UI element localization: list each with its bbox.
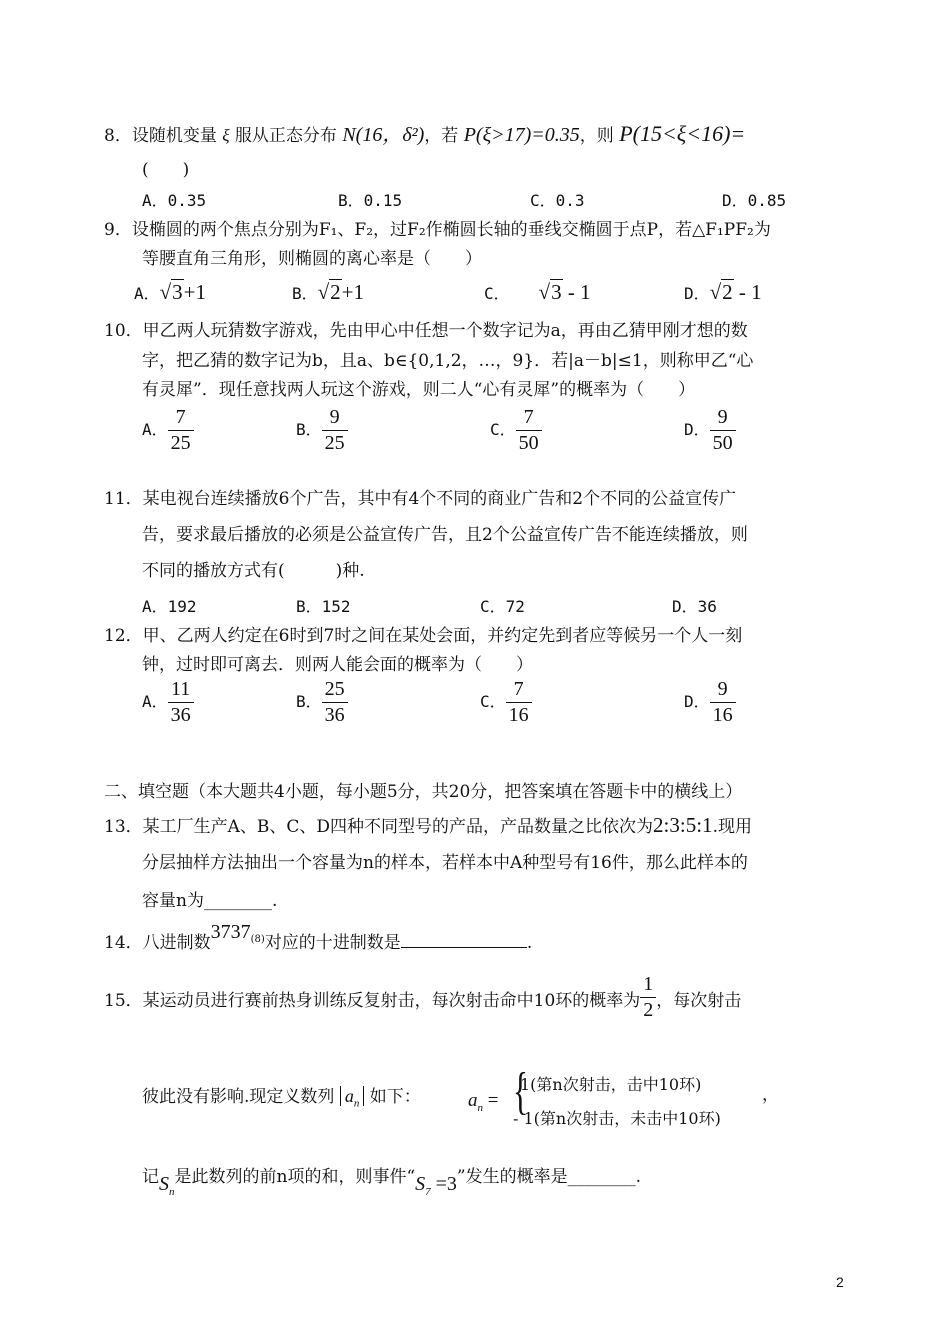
section-heading: 二、填空题（本大题共4小题，每小题5分，共20分，把答案填在答题卡中的横线上）: [104, 782, 743, 802]
q15-text: 记: [142, 1167, 159, 1187]
q15-case1: 1(第n次射击，击中10环): [520, 1075, 702, 1094]
option-label: B．: [296, 420, 322, 439]
radicand: 2: [330, 280, 341, 304]
option-label: D．: [684, 420, 710, 439]
q11-line2: 告，要求最后播放的必须是公益宣传广告，且2个公益宣传广告不能连续播放，则: [142, 525, 748, 545]
q13-line1: [104, 812, 752, 838]
option-label: D．: [684, 284, 710, 303]
q14-base: (8): [250, 934, 265, 945]
q8-text: ，则: [579, 126, 614, 146]
q15-text: ”发生的概率是________.: [456, 1167, 642, 1187]
q15-an-lhs: [468, 1090, 498, 1114]
denominator: 50: [712, 432, 733, 454]
s-symbol: S: [159, 1173, 169, 1195]
seq-subscript: n: [353, 1097, 360, 1110]
radicand: 3: [551, 280, 562, 304]
option-label: A．: [134, 284, 160, 303]
q15-text: 15．某运动员进行赛前热身训练反复射击，每次射击命中10环的概率为: [104, 991, 641, 1011]
q12-line2: 钟，过时即可离去．则两人能会面的概率为（ ）: [142, 655, 533, 675]
q15-text: ，每次射击: [656, 991, 742, 1011]
q8-option-c: C．0.3: [530, 191, 585, 210]
q15-text: 如下：: [369, 1087, 421, 1107]
piecewise-brace: {: [512, 1063, 528, 1120]
denominator: 16: [712, 704, 733, 726]
q11-option-a: A．192: [142, 597, 197, 616]
q15-text: 是此数列的前n项的和，则事件“: [174, 1167, 416, 1187]
q8-condition: P(ξ>17)=0.35: [463, 124, 580, 146]
numerator: 9: [710, 405, 736, 431]
fraction: [516, 405, 542, 456]
q8-paren: ( ): [142, 160, 190, 180]
q15-sequence: [340, 1086, 365, 1110]
q15-line3: [142, 1162, 642, 1198]
option-label: A．: [142, 420, 168, 439]
q11-option-d: D．36: [672, 597, 717, 616]
option-label: B．: [292, 284, 318, 303]
q11-line1: 11．某电视台连续播放6个广告，其中有4个不同的商业广告和2个不同的公益宣传广: [104, 489, 737, 509]
q8-option-b: B．0.15: [338, 191, 403, 210]
q14-line: [104, 921, 533, 954]
q13-line3: 容量n为________.: [142, 891, 278, 911]
option-label: A．: [142, 692, 168, 711]
q11-option-c: C．72: [480, 597, 525, 616]
option-tail: +1: [183, 280, 207, 304]
an-symbol: a: [468, 1090, 478, 1111]
denominator: 2: [643, 999, 654, 1021]
fraction: [168, 405, 194, 456]
q8-text: 8．设随机变量: [104, 126, 217, 146]
fraction: [710, 405, 736, 456]
q11-line3: 不同的播放方式有( )种.: [142, 561, 365, 581]
q12-option-a: [142, 677, 194, 728]
numerator: 9: [710, 677, 736, 703]
event-value: =3: [430, 1173, 457, 1195]
q11-option-b: B．152: [296, 597, 351, 616]
option-label: D．: [684, 692, 710, 711]
q8-distribution: N(16，δ²): [342, 124, 425, 146]
q13-text: 13．某工厂生产A、B、C、D四种不同型号的产品，产品数量之比依次为: [104, 817, 654, 837]
denominator: 50: [518, 432, 539, 454]
denominator: 36: [170, 704, 191, 726]
q15-probability: [640, 972, 656, 1023]
numerator: 7: [168, 405, 194, 431]
q10-option-b: [296, 405, 348, 456]
q9-option-a: A．√3+1: [134, 280, 207, 304]
q8-text: 服从正态分布: [234, 126, 337, 146]
numerator: 25: [322, 677, 348, 703]
q15-sn: [159, 1173, 175, 1198]
q15-comma: ，: [762, 1085, 779, 1105]
q13-line2: 分层抽样方法抽出一个容量为n的样本，若样本中A种型号有16件，那么此样本的: [142, 853, 748, 873]
numerator: 1: [640, 972, 656, 998]
q14-number: 3737: [210, 921, 251, 943]
q8-stem: [104, 118, 745, 147]
event-subscript: 7: [425, 1186, 431, 1198]
option-label: C．: [480, 692, 506, 711]
q10-option-a: [142, 405, 194, 456]
q8-option-d: D．0.85: [722, 191, 787, 210]
fraction: [322, 677, 348, 728]
fraction: [168, 677, 194, 728]
q10-line1: 10．甲乙两人玩猜数字游戏，先由甲心中任想一个数字记为a，再由乙猜甲刚才想的数: [104, 321, 748, 341]
q8-question: P(15<ξ<16)=: [619, 121, 746, 146]
radicand: 2: [722, 280, 733, 304]
q14-text: .: [526, 933, 533, 953]
option-tail: - 1: [562, 280, 591, 304]
q12-line1: 12．甲、乙两人约定在6时到7时之间在某处会面，并约定先到者应等候另一个人一刻: [104, 626, 743, 646]
q9-option-c: C． √3 - 1: [484, 280, 591, 304]
q8-text: ，若: [424, 126, 459, 146]
q15-line1: [104, 973, 742, 1027]
option-label: B．: [296, 692, 322, 711]
seq-symbol: a: [344, 1086, 354, 1106]
q8-xi: ξ: [222, 126, 230, 145]
page-number: 2: [836, 1274, 844, 1290]
q9-option-b: B．√2+1: [292, 280, 365, 304]
numerator: 7: [506, 677, 532, 703]
numerator: 9: [322, 405, 348, 431]
q14-answer-blank[interactable]: [401, 947, 527, 948]
fraction: [710, 677, 736, 728]
option-tail: +1: [341, 280, 365, 304]
q15-text: 彼此没有影响.现定义数列: [142, 1087, 335, 1107]
option-label: C．: [490, 420, 516, 439]
equals: =: [487, 1090, 499, 1111]
q10-option-c: [490, 405, 542, 456]
numerator: 7: [516, 405, 542, 431]
fraction: [322, 405, 348, 456]
fraction: [506, 677, 532, 728]
numerator: 11: [168, 677, 194, 703]
q10-line3: 有灵犀”．现任意找两人玩这个游戏，则二人“心有灵犀”的概率为（ ）: [142, 380, 696, 400]
q13-ratio: 2:3:5:1: [653, 813, 713, 837]
q9-line2: 等腰直角三角形，则椭圆的离心率是（ ）: [142, 249, 482, 269]
option-tail: - 1: [733, 280, 762, 304]
denominator: 16: [508, 704, 529, 726]
q15-event: [415, 1173, 457, 1198]
q15-case2: - 1(第n次射击，未击中10环): [513, 1109, 721, 1128]
q15-line2: [142, 1082, 421, 1110]
q14-text: 14．八进制数: [104, 933, 211, 953]
denominator: 36: [324, 704, 345, 726]
denominator: 25: [324, 432, 345, 454]
q9-option-d: D．√2 - 1: [684, 280, 762, 304]
q13-text: .现用: [712, 817, 752, 837]
radicand: 3: [172, 280, 183, 304]
q10-option-d: [684, 405, 736, 456]
option-label: C．: [484, 284, 510, 303]
an-subscript: n: [477, 1101, 483, 1114]
q8-option-a: A．0.35: [142, 191, 207, 210]
q12-option-c: [480, 677, 532, 728]
q10-line2: 字，把乙猜的数字记为b，且a、b∈{0,1,2，…，9}．若|a－b|≤1，则称甲乙“心: [142, 351, 754, 371]
s-subscript: n: [169, 1186, 175, 1198]
q9-line1: 9．设椭圆的两个焦点分别为F₁、F₂，过F₂作椭圆长轴的垂线交椭圆于点P，若△F₁PF₂为: [104, 220, 771, 240]
q12-option-d: [684, 677, 736, 728]
q14-text: 对应的十进制数是: [264, 933, 401, 953]
q12-option-b: [296, 677, 348, 728]
denominator: 25: [170, 432, 191, 454]
event-symbol: S: [415, 1173, 426, 1195]
